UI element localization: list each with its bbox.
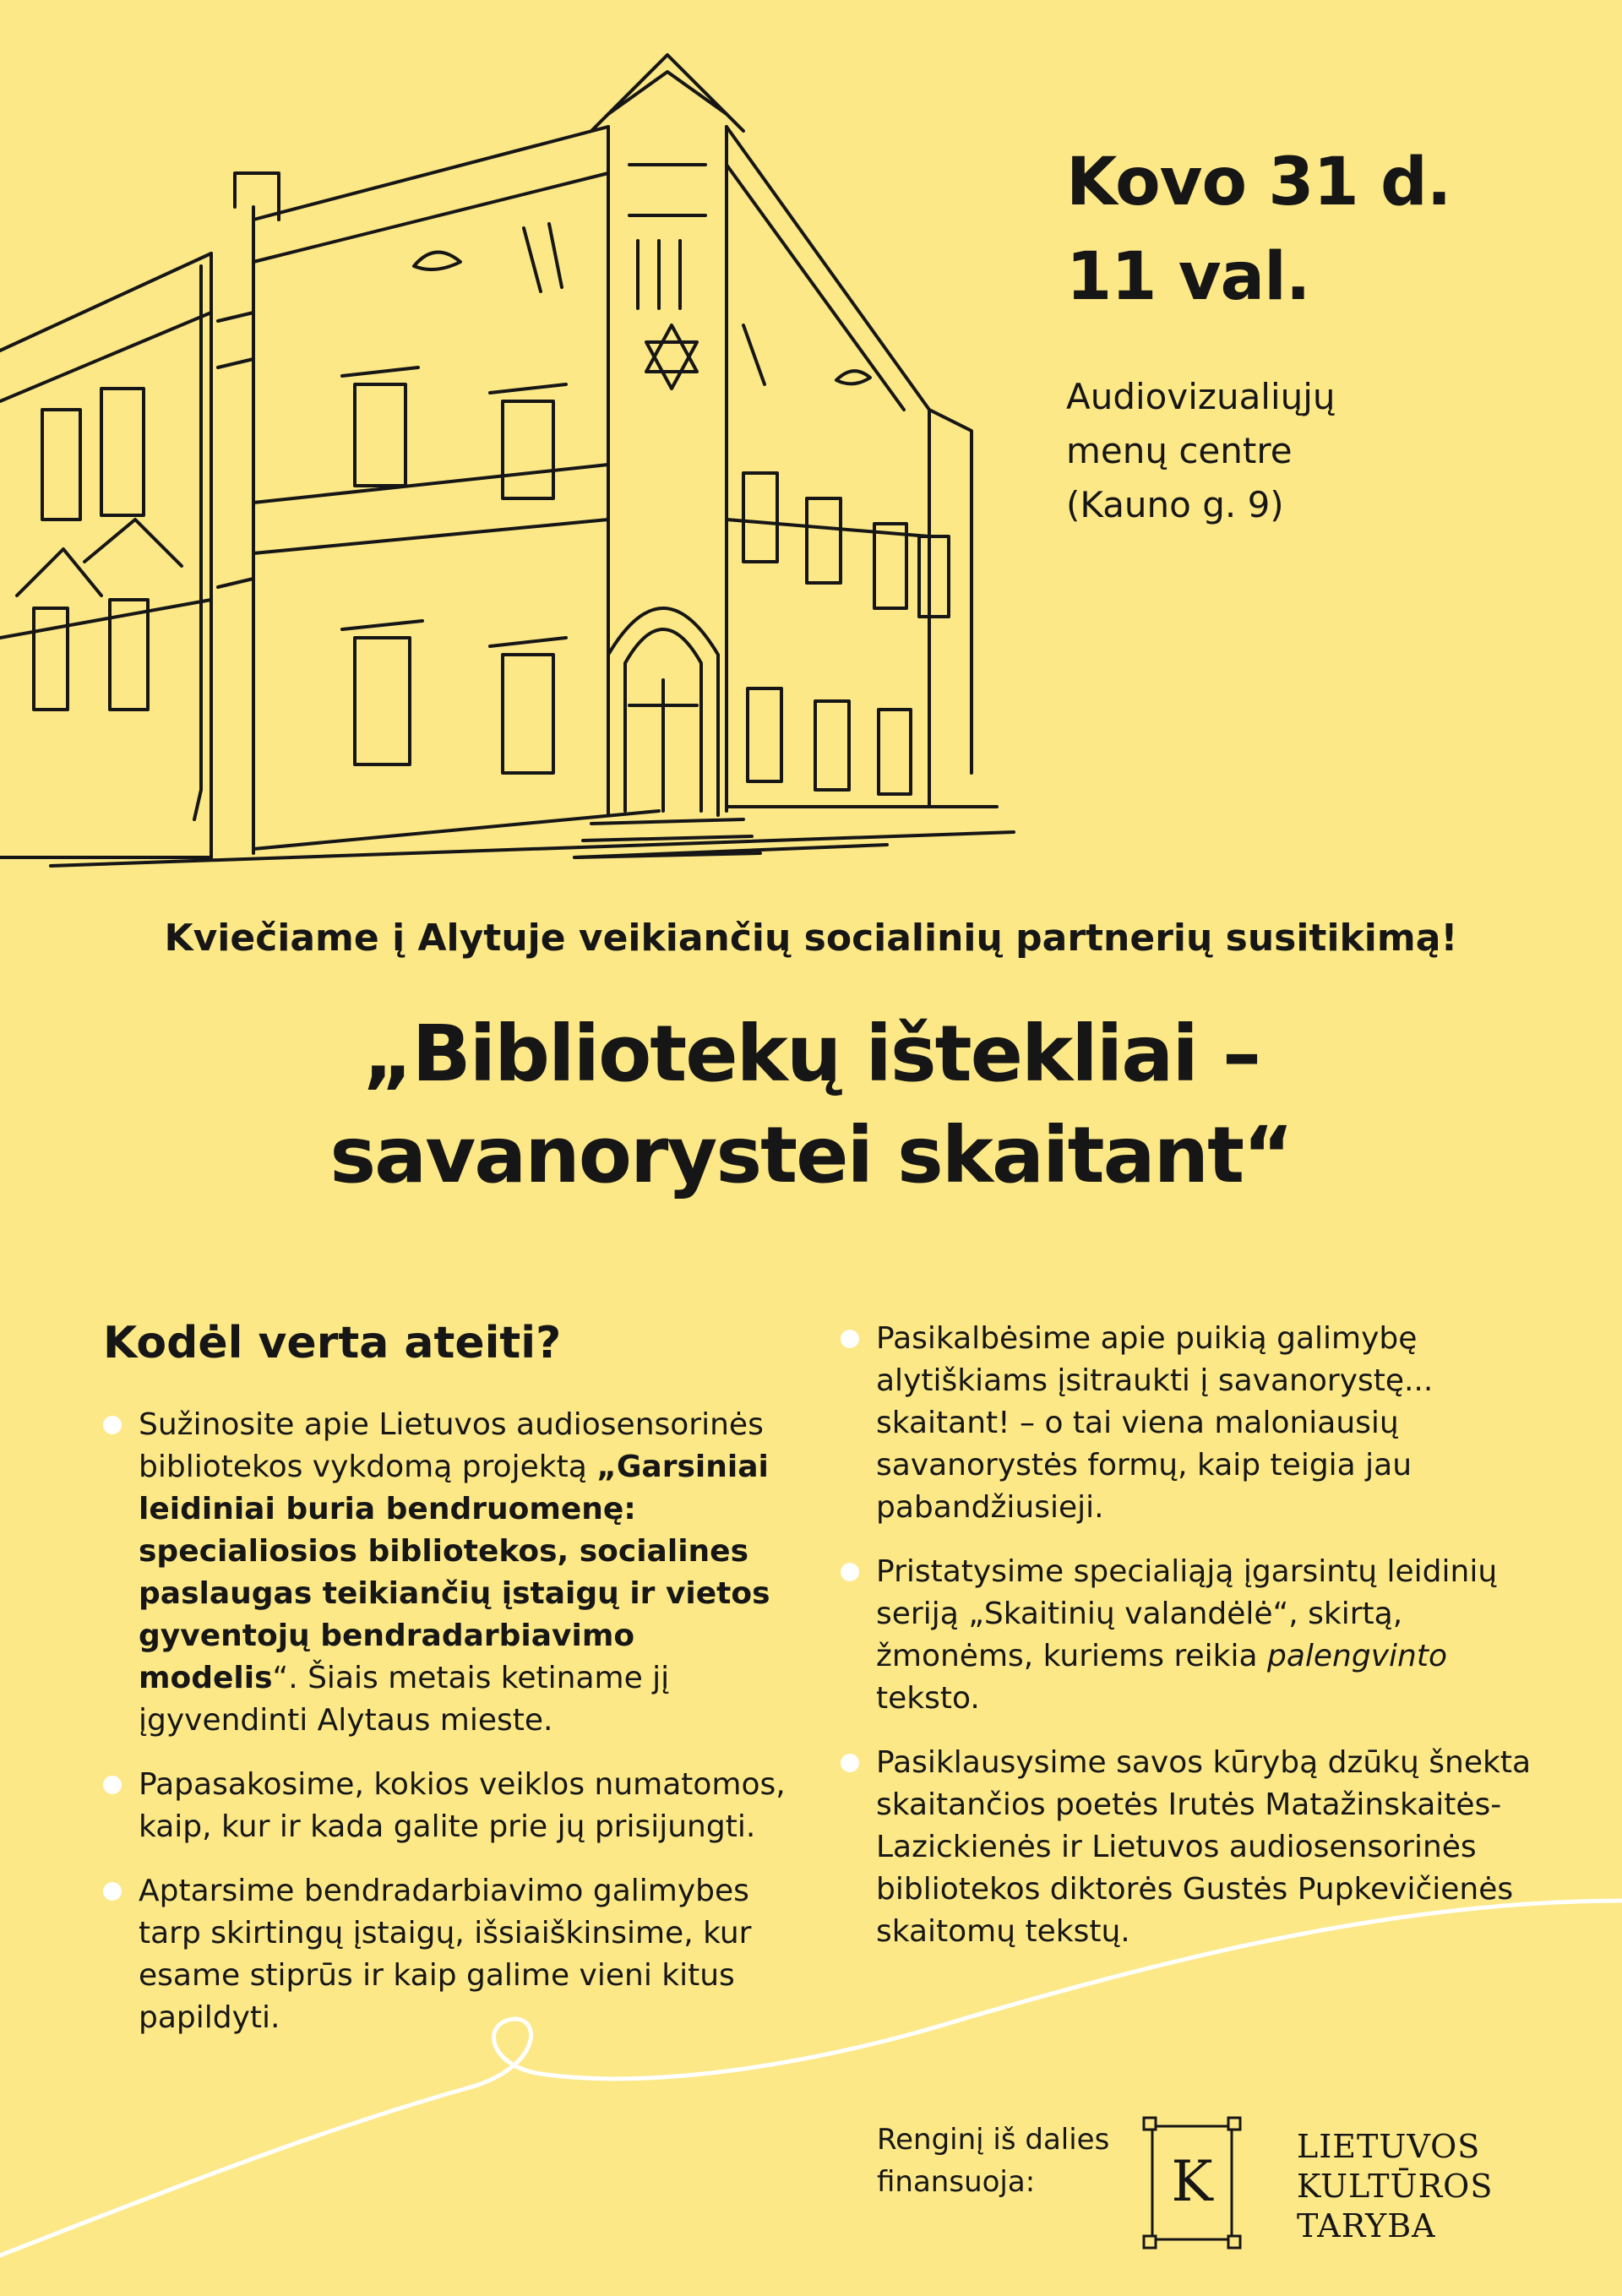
- star-of-david-icon: [646, 325, 697, 389]
- event-date-time: [1066, 135, 1451, 324]
- list-item: Sužinosite apie Lietuvos audiosensorinės bibliotekos vykdomą projektą „Garsiniai leidiniai buria bendruomenę: specialiosios bibliotekos, socialines paslaugas teikiančių įstaigų ir vietos gyventojų bendradarbiavimo modelis“. Šiais metais ketiname jį įgyvendinti Alytaus mieste.: [103, 1404, 796, 1742]
- list-item: Pristatysime specialiąją įgarsintų leidinių seriją „Skaitinių valandėlė“, skirtą, žmonėms, kuriems reikia palengvinto teksto.: [841, 1551, 1533, 1720]
- list-item: Pasikalbėsime apie puikią galimybę alytiškiams įsitraukti į savanorystę... skaitant! – o tai viena maloniausių savanorystės formų, kaip teigia jau pabandžiusieji.: [841, 1318, 1533, 1529]
- bullet-icon: [103, 1776, 122, 1794]
- event-time: 11 val.: [1066, 239, 1310, 315]
- logo-letter: K: [1171, 2149, 1213, 2214]
- venue-address: (Kauno g. 9): [1066, 484, 1284, 525]
- list-item: Aptarsime bendradarbiavimo galimybes tarp skirtingų įstaigų, išsiaiškinsime, kur esame stiprūs ir kaip galime vieni kitus papildyti.: [103, 1870, 796, 2039]
- event-venue: [1066, 370, 1336, 532]
- event-title-line-1: „Bibliotekų ištekliai –: [362, 1009, 1260, 1099]
- kulturos-taryba-name: LIETUVOS KULTŪROS TARYBA: [1297, 2128, 1494, 2244]
- event-title: [0, 1004, 1622, 1206]
- list-item: Papasakosime, kokios veiklos numatomos, kaip, kur ir kada galite prie jų prisijungti.: [103, 1764, 796, 1848]
- funding-note: Renginį iš dalies finansuoja:: [877, 2123, 1110, 2199]
- event-title-line-2: savanorystei skaitant“: [329, 1110, 1293, 1200]
- list-item: Pasiklausysime savos kūrybą dzūkų šnekta skaitančios poetės Irutės Matažinskaitės-Lazickienės ir Lietuvos audiosensorinės bibliotekos diktorės Gustės Pupkevičienės skaitomų tekstų.: [841, 1742, 1533, 1953]
- project-name: „Garsiniai leidiniai buria bendruomenę: specialiosios bibliotekos, socialines paslaugas teikiančių įstaigų ir vietos gyventojų bendradarbiavimo modelis: [139, 1450, 770, 1695]
- reasons-list-right: [841, 1318, 1533, 1975]
- bullet-icon: [841, 1563, 859, 1581]
- venue-line: Audiovizualiųjų: [1066, 376, 1336, 417]
- bullet-icon: [103, 1416, 122, 1434]
- venue-line: menų centre: [1066, 430, 1293, 471]
- bullet-icon: [841, 1330, 859, 1348]
- bullet-icon: [841, 1754, 859, 1772]
- kulturos-taryba-logo: [1142, 2116, 1242, 2250]
- synagogue-building-illustration: [0, 46, 1048, 879]
- why-attend-heading: Kodėl verta ateiti?: [103, 1318, 562, 1368]
- event-date: Kovo 31 d.: [1066, 144, 1451, 220]
- invitation-line: Kviečiame į Alytuje veikiančių socialinių partnerių susitikimą!: [164, 917, 1458, 960]
